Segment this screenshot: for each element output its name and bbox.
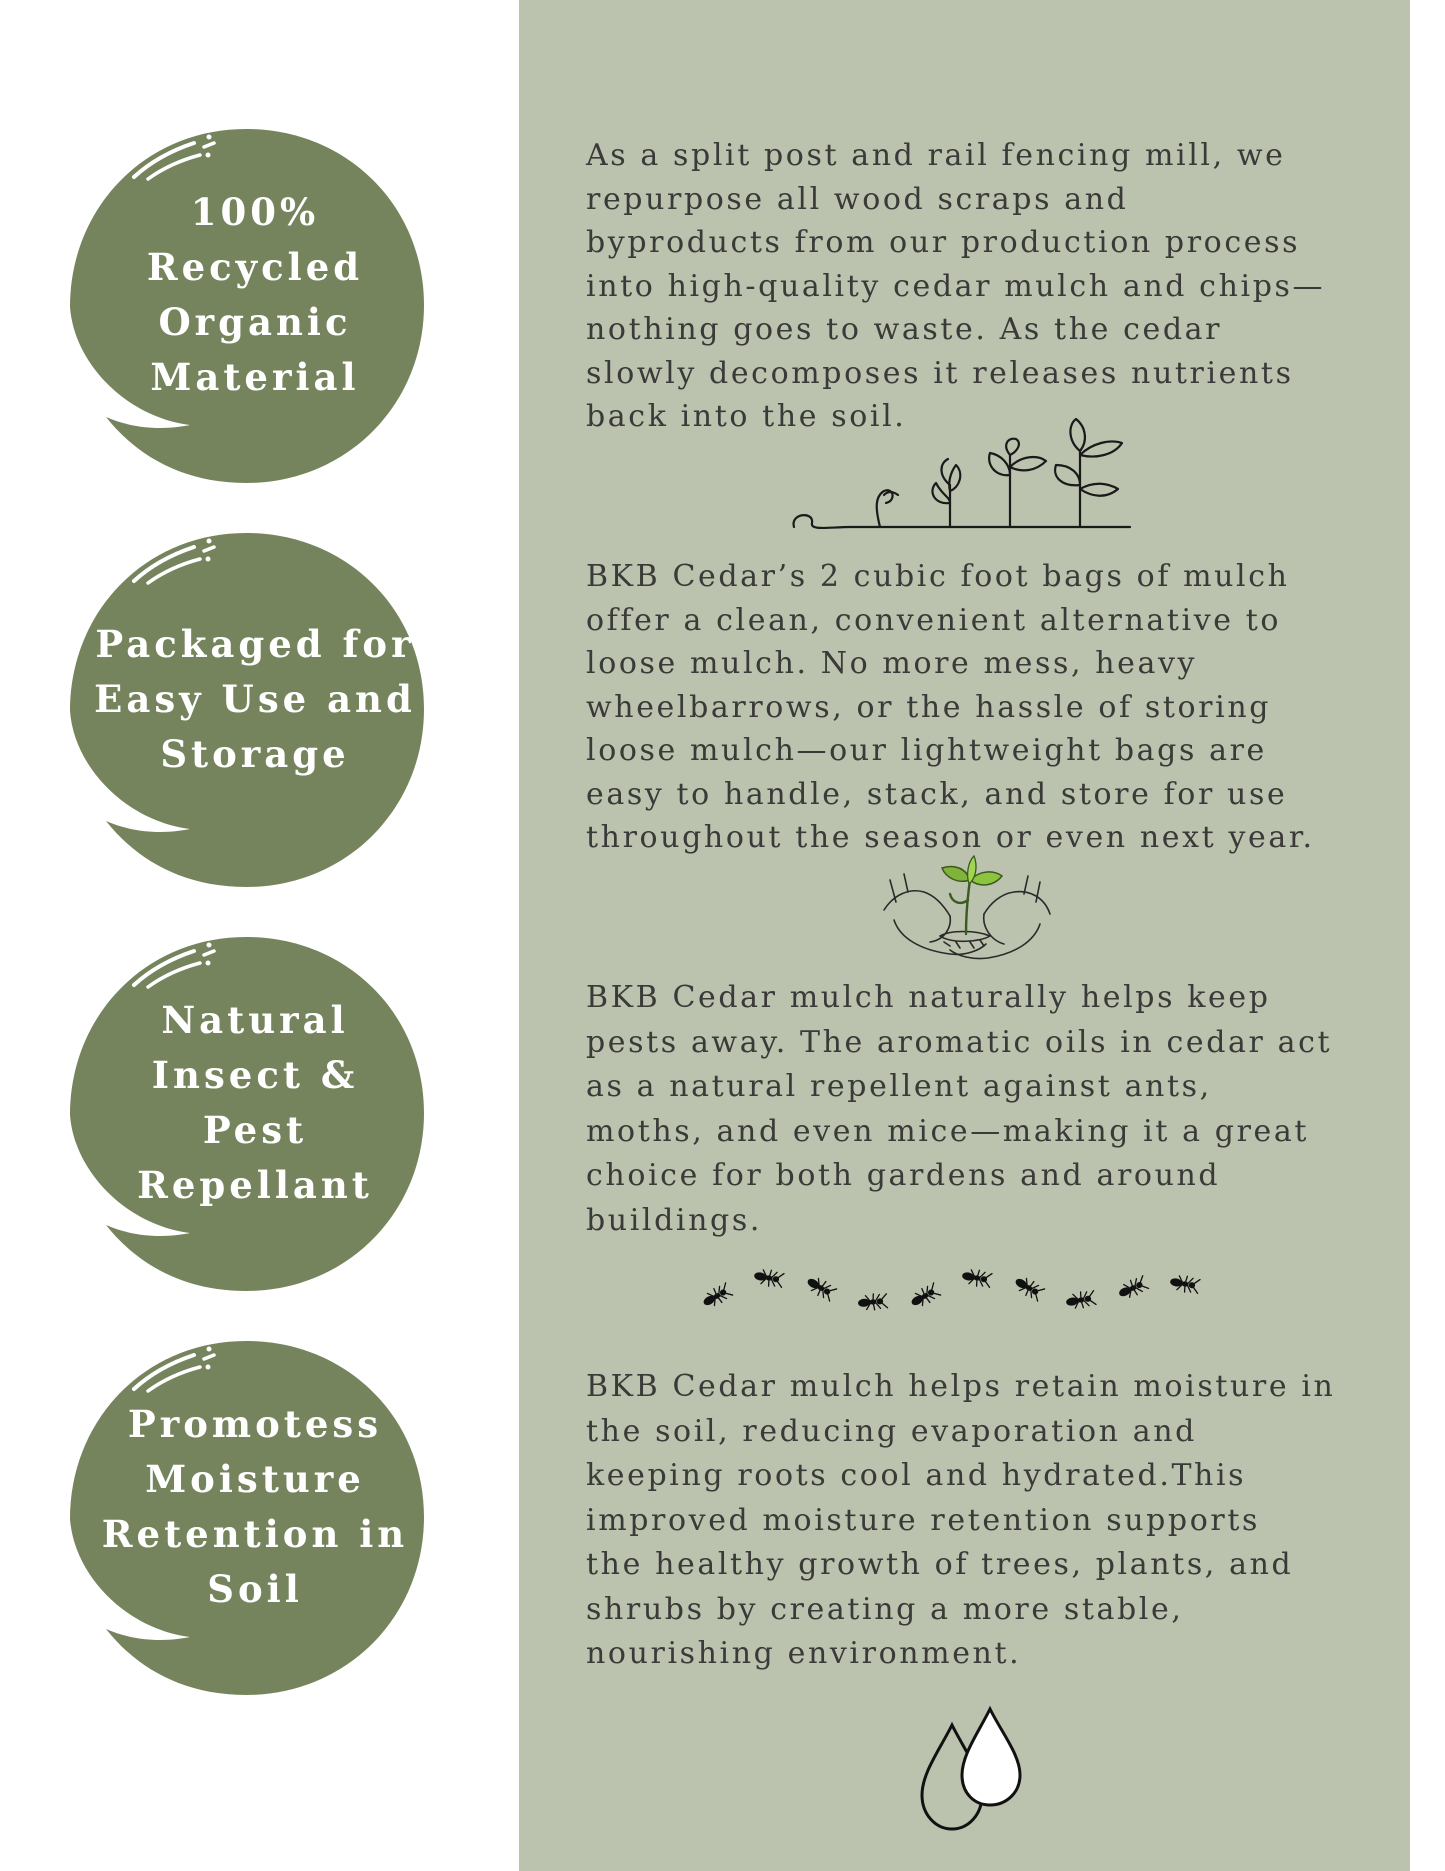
badge-label: Packaged for Easy Use and Storage [94, 621, 416, 776]
feature-description-moisture: BKB Cedar mulch helps retain moisture in the soil, reducing evaporation and keeping roots cool and hydrated.This improved moisture retention supports the healthy growth of trees, plants, and shrubs by creating a more stable, nourishing environment. [586, 1369, 1336, 1671]
ant-trail-icon [695, 1262, 1235, 1318]
feature-description-recycled: As a split post and rail fencing mill, we repurpose all wood scraps and byproducts from our production process into high-quality cedar mulch and chips— nothing goes to waste. As the cedar slowly decomposes it releases nutrients back into the soil. [586, 138, 1326, 434]
hands-holding-seedling-icon [880, 850, 1055, 975]
badge-label: 100% Recycled Organic Material [146, 190, 364, 399]
feature-badge-pest-repellant [66, 933, 426, 1293]
badge-label: Natural Insect & Pest Repellant [137, 998, 373, 1207]
feature-badge-packaged [66, 529, 426, 889]
feature-badge-recycled [66, 125, 426, 485]
feature-badge-moisture [66, 1337, 426, 1697]
feature-description-packaged: BKB Cedar’s 2 cubic foot bags of mulch offer a clean, convenient alternative to loose mulch. No more mess, heavy wheelbarrows, or the hassle of storing loose mulch—our lightweight bags are easy to handle, stack, and store for use throughout the season or even next year. [586, 559, 1315, 855]
feature-description-pest-repellant: BKB Cedar mulch naturally helps keep pests away. The aromatic oils in cedar act as a natural repellent against ants, moths, and even mice—making it a great choice for both gardens and around buildings. [586, 980, 1333, 1238]
water-drops-icon [918, 1705, 1028, 1835]
badge-label: Promotess Moisture Retention in Soil [101, 1402, 409, 1611]
sprouting-seedlings-icon [790, 415, 1135, 535]
